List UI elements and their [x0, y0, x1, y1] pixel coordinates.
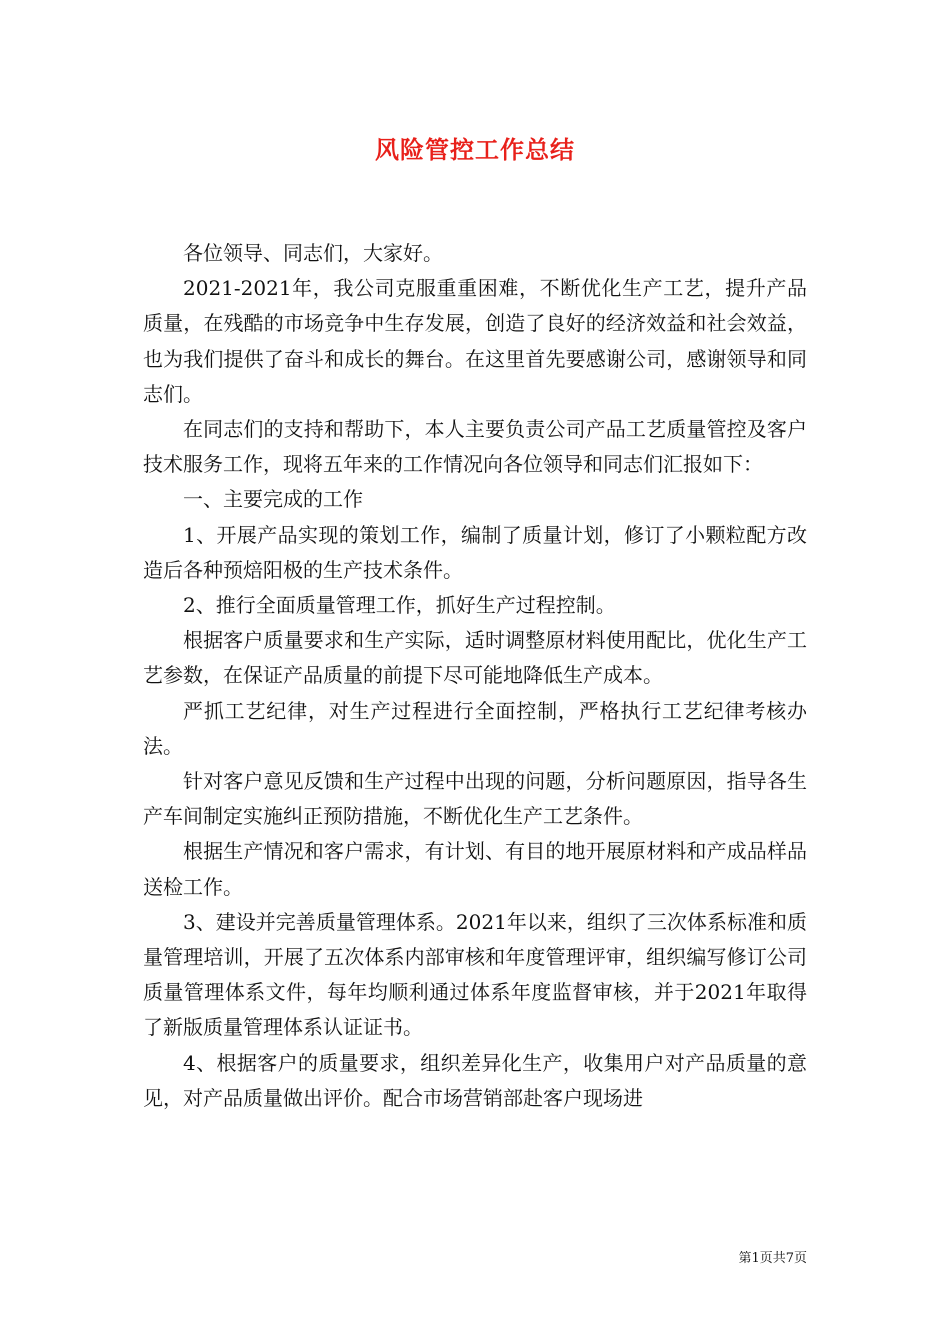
paragraph-item-3: 3、建设并完善质量管理体系。2021年以来，组织了三次体系标准和质量管理培训，开展了五次体系内部审核和年度管理评审，组织编写修订公司质量管理体系文件，每年均顺利通过体系年度监督审核，并于2021年取得了新版质量管理体系认证证书。: [143, 909, 807, 1040]
paragraph-item-2b: 严抓工艺纪律，对生产过程进行全面控制，严格执行工艺纪律考核办法。: [143, 698, 807, 758]
document-body: [143, 236, 807, 1116]
paragraph-item-2d: 根据生产情况和客户需求，有计划、有目的地开展原材料和产成品样品送检工作。: [143, 839, 807, 899]
paragraph-intro: 2021-2021年，我公司克服重重困难，不断优化生产工艺，提升产品质量，在残酷的市场竞争中生存发展，创造了良好的经济效益和社会效益，也为我们提供了奋斗和成长的舞台。在这里首先要感谢公司，感谢领导和同志们。: [143, 276, 807, 406]
paragraph-item-2c: 针对客户意见反馈和生产过程中出现的问题，分析问题原因，指导各生产车间制定实施纠正预防措施，不断优化生产工艺条件。: [143, 769, 807, 829]
paragraph-item-1: 1、开展产品实现的策划工作，编制了质量计划，修订了小颗粒配方改造后各种预焙阳极的生产技术条件。: [143, 522, 807, 582]
paragraph-item-4: 4、根据客户的质量要求，组织差异化生产，收集用户对产品质量的意见，对产品质量做出评价。配合市场营销部赴客户现场进: [143, 1050, 807, 1110]
paragraph-item-2a: 根据客户质量要求和生产实际，适时调整原材料使用配比，优化生产工艺参数，在保证产品质量的前提下尽可能地降低生产成本。: [143, 628, 807, 688]
paragraph-responsibility: 在同志们的支持和帮助下，本人主要负责公司产品工艺质量管控及客户技术服务工作，现将五年来的工作情况向各位领导和同志们汇报如下：: [143, 417, 807, 477]
paragraph-item-2: 2、推行全面质量管理工作，抓好生产过程控制。: [183, 593, 616, 618]
document-title: 风险管控工作总结: [375, 135, 575, 164]
paragraph-greeting: 各位领导、同志们，大家好。: [183, 241, 443, 265]
section-heading: 一、主要完成的工作: [183, 487, 363, 512]
page-number: 第1页共7页: [738, 1251, 807, 1266]
